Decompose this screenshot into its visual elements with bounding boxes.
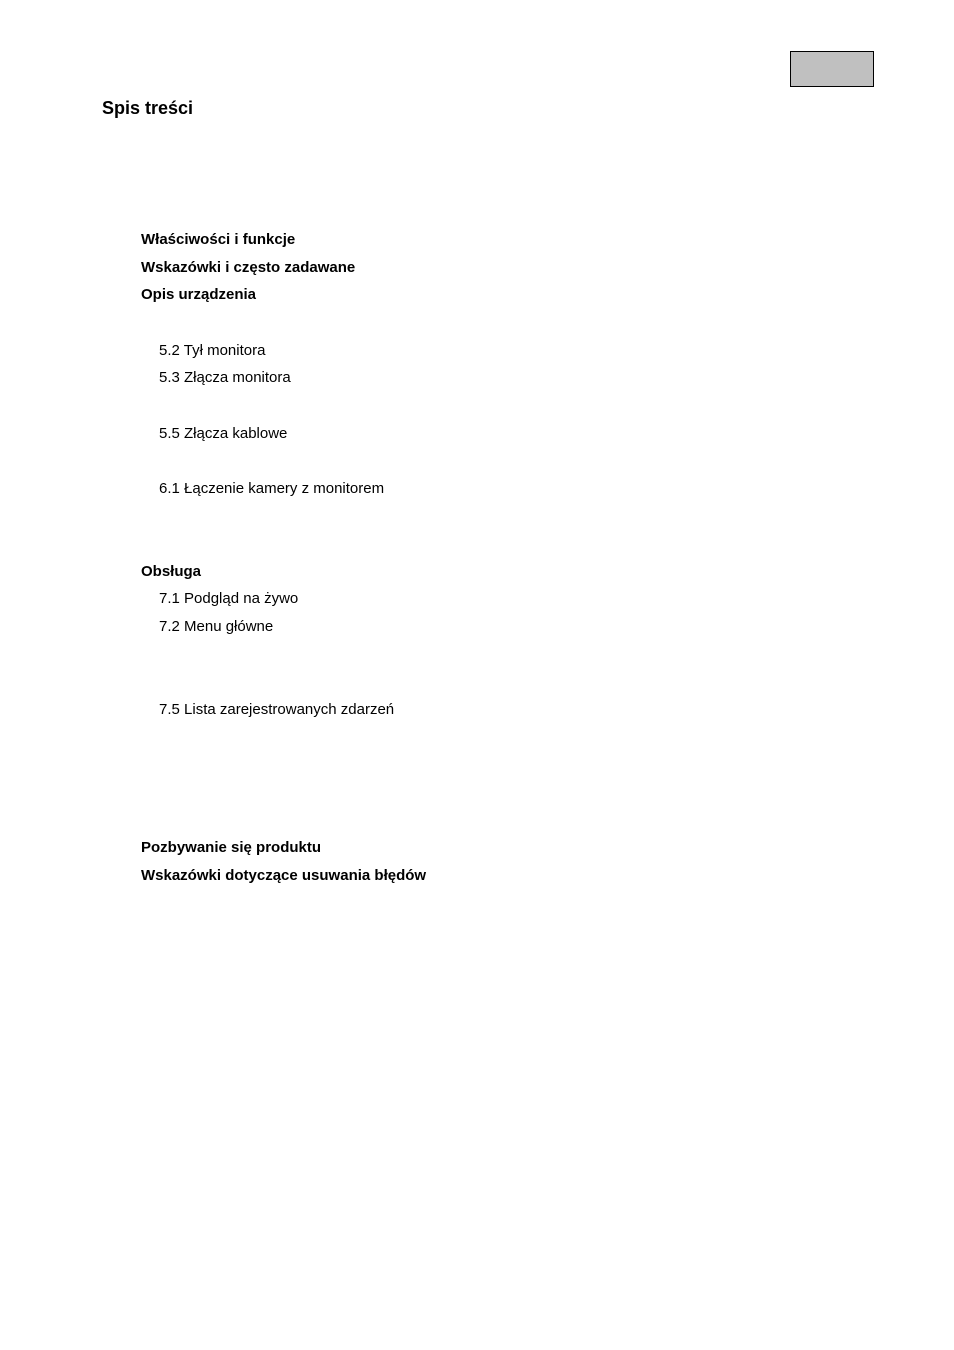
toc-item-wlasciwosci-i-funkcje: Właściwości i funkcje (141, 231, 296, 248)
corner-box (790, 51, 874, 87)
toc-subitem-7-1: 7.1 Podgląd na żywo (159, 590, 299, 607)
toc-subitem-7-5: 7.5 Lista zarejestrowanych zdarzeń (159, 701, 395, 718)
toc-item-pozbywanie-sie-produktu: Pozbywanie się produktu (141, 839, 322, 856)
toc-subitem-6-1: 6.1 Łączenie kamery z monitorem (159, 480, 385, 497)
toc-subitem-5-2: 5.2 Tył monitora (159, 342, 266, 359)
toc-item-wskazowki-usuwania-bledow: Wskazówki dotyczące usuwania błędów (141, 867, 427, 884)
toc-item-opis-urzadzenia: Opis urządzenia (141, 286, 257, 303)
toc-subitem-5-5: 5.5 Złącza kablowe (159, 425, 288, 442)
toc-subitem-5-3: 5.3 Złącza monitora (159, 369, 291, 386)
toc-subitem-7-2: 7.2 Menu główne (159, 618, 274, 635)
toc-item-obsluga: Obsługa (141, 563, 202, 580)
toc-item-wskazowki-i-czesto-zadawane: Wskazówki i często zadawane (141, 259, 356, 276)
page-title: Spis treści (102, 98, 194, 118)
